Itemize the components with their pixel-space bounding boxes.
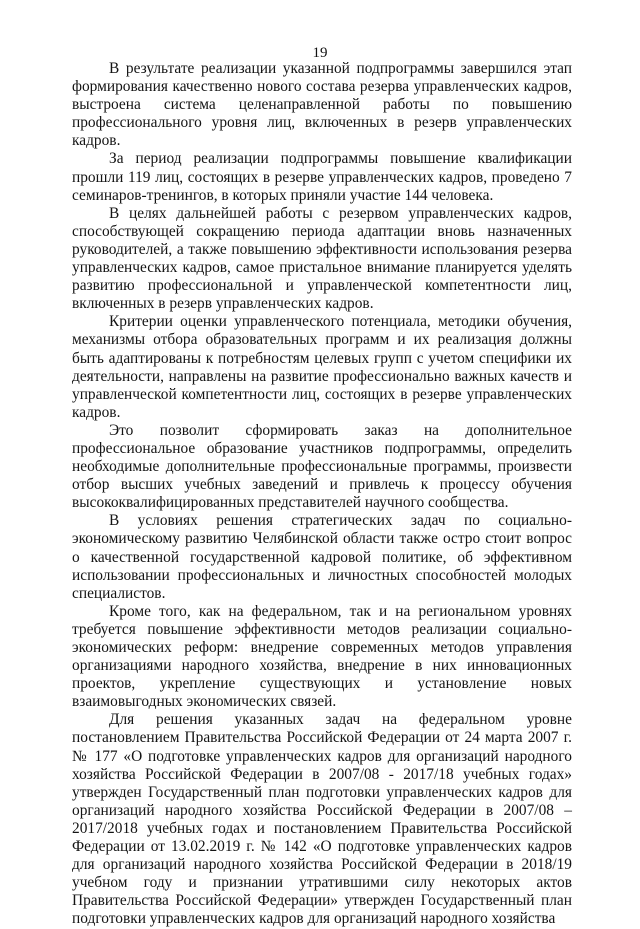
paragraph-7: Кроме того, как на федеральном, так и на региональном уровнях требуется повышение эффективности методов реализации социально-экономических реформ: внедрение современных методов управления организациями народного хозяйства, внедрение в них инновационных проектов, укрепление существующих и установление новых взаимовыгодных экономических связей. — [72, 602, 572, 711]
page-number: 19 — [312, 45, 328, 61]
paragraph-2: За период реализации подпрограммы повышение квалификации прошли 119 лиц, состоящих в резерве управленческих кадров, проведено 7 семинаров-тренингов, в которых приняли участие 144 человека. — [72, 150, 572, 204]
paragraph-5: Это позволит сформировать заказ на дополнительное профессиональное образование участников подпрограммы, определить необходимые дополнительные профессиональные программы, произвести отбор высших учебных заведений и привлечь к процессу обучения высококвалифицированных представителей научного сообщества. — [72, 421, 572, 512]
document-body — [72, 60, 572, 929]
paragraph-3: В целях дальнейшей работы с резервом управленческих кадров, способствующей сокращению периода адаптации вновь назначенных руководителей, а также повышению эффективности использования резерва управленческих кадров, самое пристальное внимание планируется уделять развитию профессиональной и управленческой компетентности лиц, включенных в резерв управленческих кадров. — [72, 204, 572, 313]
paragraph-4: Критерии оценки управленческого потенциала, методики обучения, механизмы отбора образовательных программ и их реализация должны быть адаптированы к потребностям целевых групп с учетом специфики их деятельности, направлены на развитие профессионально важных качеств и управленческой компетентности лиц, состоящих в резерве управленческих кадров. — [72, 313, 572, 421]
paragraph-8: Для решения указанных задач на федеральном уровне постановлением Правительства Российской Федерации от 24 марта 2007 г. № 177 «О подготовке управленческих кадров для организаций народного хозяйства Российской Федерации в 2007/08 - 2017/18 учебных годах» утвержден Государственный план подготовки управленческих кадров для организаций народного хозяйства Российской Федерации в 2007/08 – 2017/2018 учебных годах и постановлением Правительства Российской Федерации от 13.02.2019 г. № 142 «О подготовке управленческих кадров для организаций народного хозяйства Российской Федерации в 2018/19 учебном году и признании утратившими силу некоторых актов Правительства Российской Федерации» утвержден Государственный план подготовки управленческих кадров для организаций народного хозяйства — [72, 711, 572, 928]
paragraph-6: В условиях решения стратегических задач по социально-экономическому развитию Челябинской области также остро стоит вопрос о качественной государственной кадровой политике, об эффективном использовании профессиональных и личностных способностей молодых специалистов. — [72, 512, 572, 602]
paragraph-1: В результате реализации указанной подпрограммы завершился этап формирования качественно нового состава резерва управленческих кадров, выстроена система целенаправленной работы по повышению профессионального уровня лиц, включенных в резерв управленческих кадров. — [72, 60, 572, 150]
